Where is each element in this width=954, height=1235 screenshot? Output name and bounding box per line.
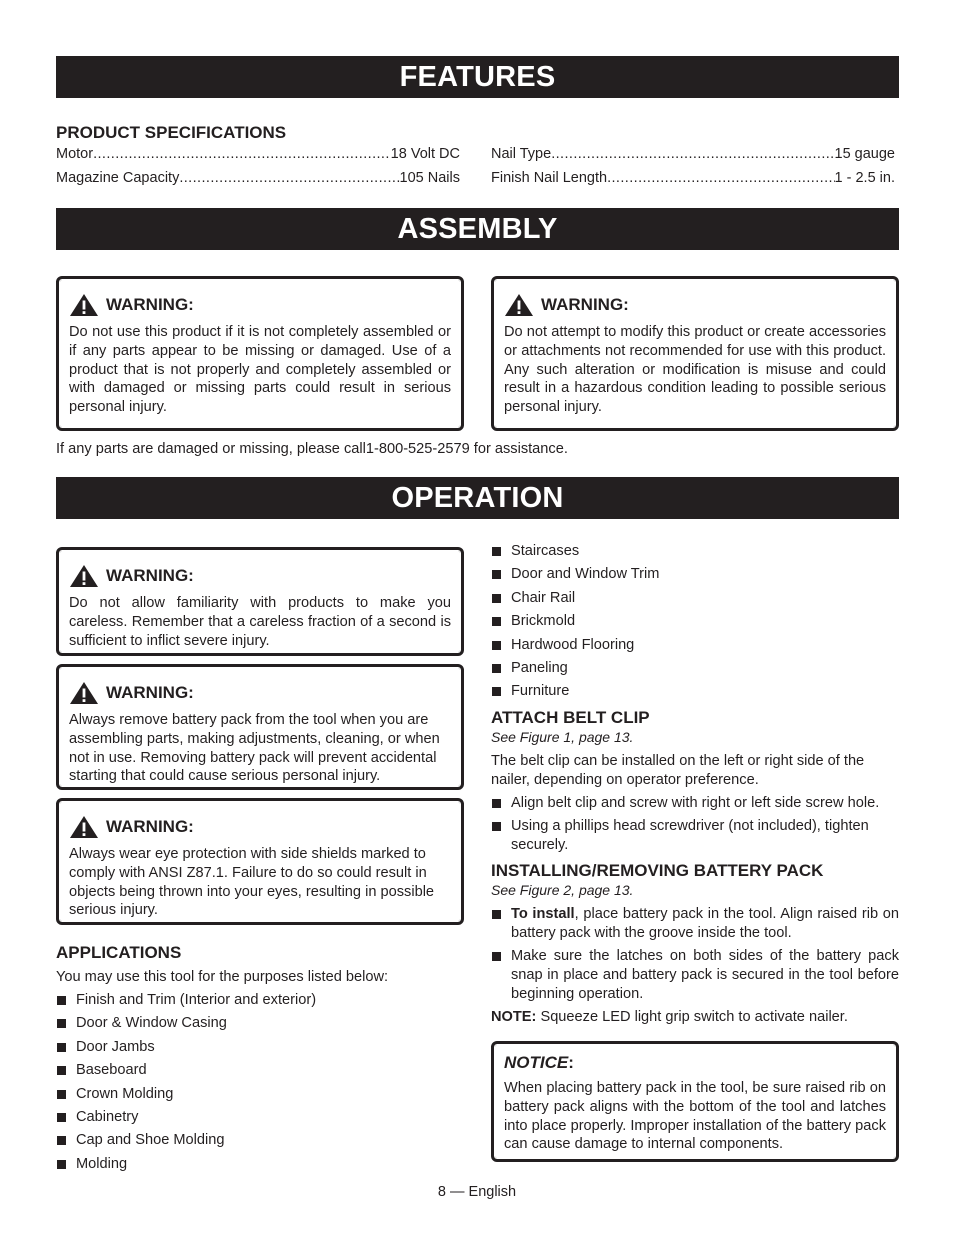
list-item: Staircases [491, 542, 899, 561]
warning-triangle-icon [69, 293, 99, 317]
applications-heading: APPLICATIONS [56, 943, 182, 962]
step-text: , place battery pack in the tool. Align raised rib on battery pack with the groove inside the tool. [511, 906, 899, 941]
warning-label: WARNING: [106, 566, 194, 585]
list-item: Finish and Trim (Interior and exterior) [56, 991, 456, 1010]
battery-steps [491, 905, 899, 1004]
notice-header [504, 1053, 886, 1073]
list-item: Baseboard [56, 1061, 456, 1080]
list-item: Door Jambs [56, 1038, 456, 1057]
spec-value: 15 gauge [834, 146, 895, 162]
warning-box [56, 664, 464, 790]
spec-nail-type [491, 146, 895, 162]
note-text: Squeeze LED light grip switch to activate nailer. [536, 1009, 848, 1025]
applications-list-continued [491, 542, 899, 701]
assembly-banner: ASSEMBLY [56, 208, 899, 250]
spec-label: Nail Type [491, 146, 552, 162]
warning-text: Always wear eye protection with side shields marked to comply with ANSI Z87.1. Failure to do so could result in objects being thrown into your eyes, resulting in possible serious injury. [69, 846, 435, 919]
note-label: NOTE: [491, 1009, 537, 1025]
warning-header [69, 681, 451, 705]
dot-leader [179, 170, 399, 186]
list-item: Brickmold [491, 612, 899, 631]
battery-pack-heading: INSTALLING/REMOVING BATTERY PACK [491, 861, 824, 880]
warning-triangle-icon [69, 815, 99, 839]
spec-label: Finish Nail Length [491, 170, 608, 186]
spec-value: 1 - 2.5 in. [834, 170, 895, 186]
list-item: Door and Window Trim [491, 565, 899, 584]
dot-leader [551, 146, 834, 162]
list-item: Cap and Shoe Molding [56, 1131, 456, 1150]
warning-label: WARNING: [106, 683, 194, 702]
warning-header [504, 293, 886, 317]
list-item: Hardwood Flooring [491, 636, 899, 655]
notice-colon: : [568, 1053, 574, 1072]
warning-text: Do not attempt to modify this product or create accessories or attachments not recommended for use with this product. Any such alteration or modification is misuse and could result in a hazardous condition leading to possible serious personal injury. [504, 324, 886, 416]
list-item: Using a phillips head screwdriver (not included), tighten securely. [491, 817, 899, 855]
warning-header [69, 564, 451, 588]
warning-header [69, 293, 451, 317]
spec-value: 105 Nails [399, 170, 460, 186]
notice-text: When placing battery pack in the tool, be sure raised rib on battery pack aligns with the bottom of the tool and latches into place properly. Improper installation of the battery pack can cause damage to internal components. [504, 1080, 886, 1153]
warning-text: Do not allow familiarity with products to make you careless. Remember that a careless fraction of a second is sufficient to inflict severe injury. [69, 595, 451, 649]
warning-box [56, 547, 464, 656]
page-footer: 8 — English [437, 1184, 517, 1200]
dot-leader [93, 146, 391, 162]
operation-banner: OPERATION [56, 477, 899, 519]
warning-header [69, 815, 451, 839]
list-item: Molding [56, 1155, 456, 1174]
belt-clip-text: The belt clip can be installed on the left or right side of the nailer, depending on operator preference. [491, 753, 865, 788]
warning-triangle-icon [69, 564, 99, 588]
spec-motor [56, 146, 460, 162]
warning-text: Always remove battery pack from the tool when you are assembling parts, making adjustments, cleaning, or when not in use. Removing battery pack will prevent accidental starting that could cause serious personal injury. [69, 712, 440, 785]
spec-label: Motor [56, 146, 94, 162]
attach-belt-clip-heading: ATTACH BELT CLIP [491, 708, 650, 727]
warning-box [56, 798, 464, 925]
warning-text: Do not use this product if it is not completely assembled or if any parts appear to be missing or damaged. Use of a product that is not properly and completely assembled or with damaged or missing parts could result in serious personal injury. [69, 324, 451, 416]
warning-box [491, 276, 899, 431]
notice-box [491, 1041, 899, 1162]
figure-reference: See Figure 2, page 13. [491, 882, 634, 898]
warning-label: WARNING: [541, 295, 629, 314]
applications-intro: You may use this tool for the purposes listed below: [56, 969, 389, 985]
warning-box [56, 276, 464, 431]
list-item: Crown Molding [56, 1085, 456, 1104]
list-item: Make sure the latches on both sides of the battery pack snap in place and battery pack is secured in the tool before beginning operation. [491, 947, 899, 1004]
features-banner: FEATURES [56, 56, 899, 98]
battery-note [491, 1008, 899, 1027]
spec-magazine-capacity [56, 170, 460, 186]
applications-list [56, 991, 456, 1174]
warning-triangle-icon [69, 681, 99, 705]
dot-leader [607, 170, 834, 186]
missing-parts-note: If any parts are damaged or missing, please call1-800-525-2579 for assistance. [56, 441, 568, 457]
notice-label: NOTICE [504, 1053, 569, 1072]
warning-triangle-icon [504, 293, 534, 317]
list-item: Furniture [491, 682, 899, 701]
warning-label: WARNING: [106, 295, 194, 314]
figure-reference: See Figure 1, page 13. [491, 729, 634, 745]
list-item: Chair Rail [491, 589, 899, 608]
spec-finish-nail-length [491, 170, 895, 186]
list-item: Paneling [491, 659, 899, 678]
list-item: Cabinetry [56, 1108, 456, 1127]
spec-value: 18 Volt DC [390, 146, 460, 162]
belt-clip-steps [491, 794, 899, 855]
product-specifications-heading: PRODUCT SPECIFICATIONS [56, 123, 287, 142]
spec-label: Magazine Capacity [56, 170, 180, 186]
to-install-label: To install [511, 906, 575, 922]
warning-label: WARNING: [106, 817, 194, 836]
list-item: Align belt clip and screw with right or left side screw hole. [491, 794, 899, 813]
list-item [491, 905, 899, 943]
list-item: Door & Window Casing [56, 1014, 456, 1033]
